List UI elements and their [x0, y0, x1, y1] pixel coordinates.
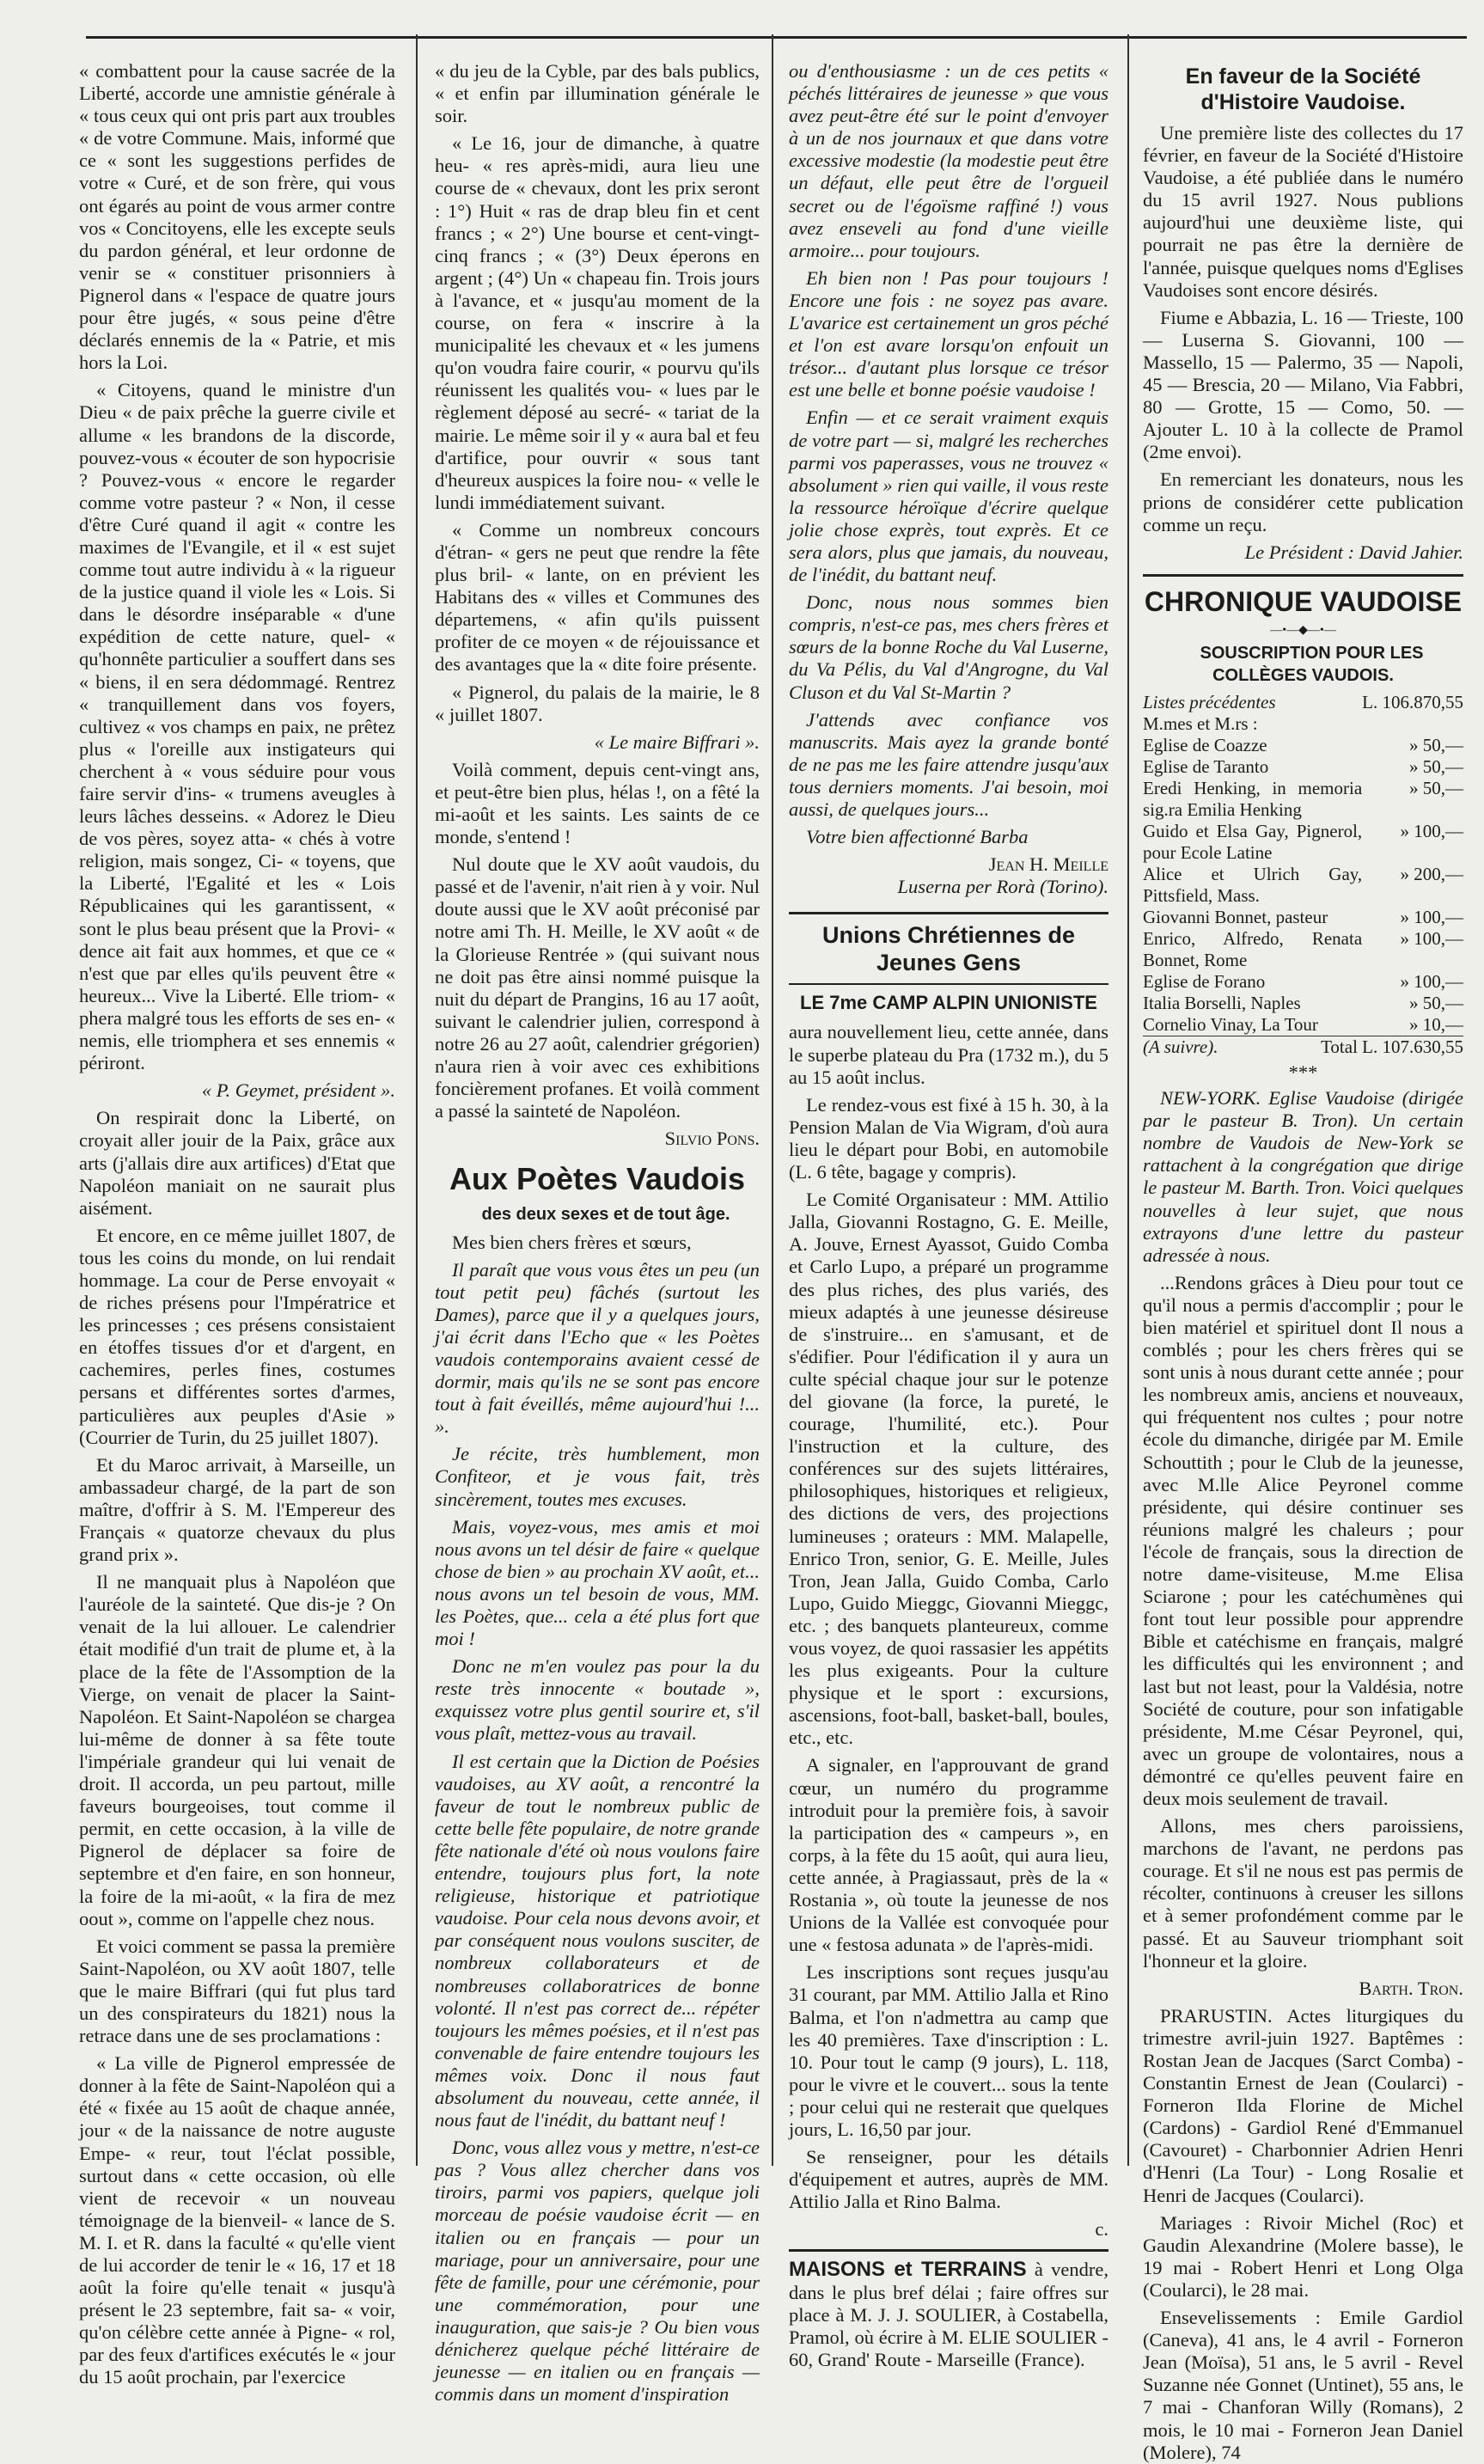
souscription-row [1143, 756, 1463, 778]
prarustin-paragraph: Mariages : Rivoir Michel (Roc) et Gaudin Alexandrine (Molere basse), le 19 mai - Robert Henri et Long Olga (Coularci), le 28 mai. [1143, 2211, 1463, 2301]
poetes-paragraph: Donc ne m'en voulez pas pour la du reste très innocente « boutade », exquissez votre plus gentil sourire et, s'il vous plaît, mettez-vous au travail. [435, 1655, 760, 1745]
souscription-name: Alice et Ulrich Gay, Pittsfield, Mass. [1143, 863, 1363, 906]
poetes-paragraph: J'attends avec confiance vos manuscrits. Mais ayez la grande bonté de ne pas me les faire attendre jusqu'aux tous derniers moments. J'ai besoin, moi aussi, de quelques jours... [789, 708, 1108, 820]
article-paragraph: « Le 16, jour de dimanche, à quatre heu- « res après-midi, aura lieu une course de « chevaux, dont les prix seront : 1°) Huit « ras de drap bleu fin et cent francs ; « 2°) Une bourse et cent-vingt-cinq francs ; « (3°) Deux éperons en argent ; (4°) Un « chapeau fin. Trois jours à l'avance, et « jusqu'au moment de la course, on fera « inscrire à la municipalité les chevaux et « les jumens qu'on voudra faire courir, « pourvu qu'ils réunissent les qualités vou- « lues par le règlement déposé au secré- « tariat de la mairie. Le même soir il y « aura bal et feu d'artifice, pour ouvrir « sous tant d'heureux auspices la foire nou- « velle le lundi immédiatement suivant. [435, 132, 760, 513]
maisons-advert [789, 2249, 1108, 2370]
newyork-paragraph: NEW-YORK. Eglise Vaudoise (dirigée par le pasteur B. Tron). Un certain nombre de Vaudois de New-York se rattachent à la congrégation que dirige le pasteur M. Barth. Tron. Voici quelques nouvelles à leur sujet, que nous extrayons d'une lettre du pasteur adressée à nous. [1143, 1087, 1463, 1266]
newyork-signature: Barth. Tron. [1359, 1977, 1463, 1999]
histoire-paragraph: Une première liste des collectes du 17 février, en faveur de la Société d'Histoire Vaudoise, a été publiée dans le numéro du 15 avril 1927. Nous publions aujourd'hui une deuxième liste, qui pourrait ne pas être la dernière de l'année, puisque quelques noms d'Eglises Vaudoises sont encore désirés. [1143, 122, 1463, 301]
newyork-paragraph: ...Rendons grâces à Dieu pour tout ce qu'il nous a permis d'accomplir ; pour le bien matériel et spirituel dont Il nous a comblés ; pour les chers frères qui se sont unis à nous durant cette année ; pour les nombreux amis, anciens et nouveaux, qui fréquentent nos cultes ; pour notre école du dimanche, dirigée par M. Emile Schouttith ; pour le Club de la jeunesse, avec M.lle Alice Peyronel comme présidente, qui désire continuer ses réunions malgré les chaleurs ; pour l'école de français, sous la direction de notre dame-visiteuse, M.me Elisa Sciarone ; pour les catéchumènes qui font tout leur possible pour apprendre Bible et catéchisme en français, malgré les difficultés qui les environnent ; and last but not least, pour la Valdésia, notre Société de couture, pour son infatigable présidente, M.me César Peyronel, qui, avec un groupe de volontaires, nous a démontré ce qu'elles peuvent faire en deux mois seulement de travail. [1143, 1271, 1463, 1809]
souscription-title: SOUSCRIPTION POUR LES COLLÈGES VAUDOIS. [1200, 643, 1424, 685]
souscription-total-table [1143, 1036, 1463, 1058]
camp-title: LE 7me CAMP ALPIN UNIONISTE [800, 992, 1097, 1014]
article-paragraph: Et du Maroc arrivait, à Marseille, un ambassadeur chargé, de la part de son maître, d'offrir à S. M. l'Empereur des Français « quatorze chevaux du plus grand prix ». [79, 1453, 395, 1566]
article-paragraph: Nul doute que le XV août vaudois, du passé et de l'avenir, n'ait rien à y voir. Nul doute aussi que le XV août préconisé par notre ami Th. H. Meille, le XV août « de la Glorieuse Rentrée » (qui suivant nous ne doit pas être ainsi nommé puisque la nuit du départ de Prangins, 16 au 17 août, suivant le calendrier julien, correspond à notre 26 au 27 août, calendrier grégorien) n'aura rien à voir avec ces exhibitions foncièrement profanes. Et voilà comment a passé la sainteté de Napoléon. [435, 853, 760, 1122]
article-paragraph: « Pignerol, du palais de la mairie, le 8 « juillet 1807. [435, 681, 760, 725]
souscription-amount: » 10,— [1409, 1013, 1463, 1035]
histoire-signature: Le Président : David Jahier. [1244, 541, 1463, 563]
souscription-amount: » 100,— [1400, 927, 1463, 949]
souscription-name: Giovanni Bonnet, pasteur [1143, 906, 1328, 927]
poetes-signature-name: Jean H. Meille [988, 853, 1108, 876]
maisons-text: à vendre, dans le plus bref délai ; faire offres sur place à M. J. J. SOULIER, à Costabella, Pramol, où écrire à M. ELIE SOULIER - 60, Grand' Route - Marseille (France). [789, 2259, 1108, 2370]
souscription-amount: » 50,— [1409, 734, 1463, 755]
souscription-row [1143, 971, 1463, 993]
souscription-row [1143, 713, 1463, 735]
souscription-row [1143, 778, 1463, 821]
souscription-row [1143, 928, 1463, 971]
camp-paragraph: Se renseigner, pour les détails d'équipement et autres, auprès de MM. Attilio Jalla et Rino Balma. [789, 2146, 1108, 2213]
ornament-divider: —•—◆—•— [1270, 623, 1336, 637]
stars-divider: *** [1288, 1061, 1318, 1083]
article-paragraph: « La ville de Pignerol empressée de donner à la fête de Saint-Napoléon qui a été « fixée au 15 août de chaque année, jour « de la naissance de notre auguste Empe- « reur, tout l'éclat possible, surtout dans « cette occasion, où elle vient de recevoir « un nouveau témoignage de la bienveil- « lance de S. M. I. et R. dans la faculté « qu'elle vient de lui accorder de tenir le « 16, 17 et 18 août la foire qu'elle tenait « jusqu'à présent le 23 septembre, fait sa- « voir, qu'on célèbre cette année à Pigne- « rol, par des feux d'artifices exécutés le « jour du 15 août prochain, par l'exercice [79, 2052, 395, 2388]
column-1 [79, 60, 395, 2388]
article-paragraph: « Comme un nombreux concours d'étran- « gers ne peut que rendre la fête plus bril- « lante, on en prévient les Habitans des « villes et Communes des départemens, « afin qu'ils puissent profiter de ce moyen « de réjouissance et des avantages que la « dite foire présente. [435, 518, 760, 676]
souscription-row [1143, 821, 1463, 864]
souscription-amount: » 100,— [1400, 970, 1463, 992]
souscription-name: Eglise de Forano [1143, 970, 1266, 992]
article-paragraph: « du jeu de la Cyble, par des bals publics, « et enfin par illumination générale le soir. [435, 60, 760, 127]
souscription-name: Eglise de Coazze [1143, 734, 1267, 755]
souscription-total: Total L. 107.630,55 [1254, 1036, 1463, 1058]
newyork-paragraph: Allons, mes chers paroissiens, marchons de l'avant, ne perdons pas courage. Et s'il ne nous est pas permis de récolter, continuons à creuser les sillons et à semer profondément comme par le passé. Et au Sauveur triomphant soit l'honneur et la gloire. [1143, 1815, 1463, 1972]
souscription-name: Guido et Elsa Gay, Pignerol, pour Ecole Latine [1143, 820, 1363, 863]
column-2 [435, 60, 760, 2406]
prarustin-paragraph: PRARUSTIN. Actes liturgiques du trimestre avril-juin 1927. Baptêmes : Rostan Jean de Jacques (Sarct Comba) - Constantin Ernest de Jean (Coularci) - Forneron Ilda Florine de Michel (Cardons) - Gardiol René d'Emmanuel (Cavouret) - Charbonnier Adrien Henri d'Henri (La Tour) - Long Rosalie et Henri de Jacques (Coularci). [1143, 2004, 1463, 2206]
poetes-paragraph: Donc, vous allez vous y mettre, n'est-ce pas ? Vous allez chercher dans vos tiroirs, parmi vos papiers, quelque joli morceau de poésie vaudoise écrit — en italien ou en français — pour un mariage, pour un anniversaire, pour une fête de famille, pour une cérémonie, pour une commémoration, pour une inauguration, que sais-je ? Ou bien vous dénicherez quelque péché littéraire de jeunesse — en italien ou en français — commis dans un moment d'inspiration [435, 2137, 760, 2406]
souscription-row [1143, 692, 1463, 713]
souscription-name: Eredi Henking, in memoria sig.ra Emilia Henking [1143, 777, 1363, 820]
poetes-paragraph: Mais, voyez-vous, mes amis et moi nous avons un tel désir de faire « quelque chose de bien » au prochain XV août, et... nous avons un tel besoin de vous, MM. les Poètes, que... cela a été plus fort que moi ! [435, 1515, 760, 1650]
souscription-amount: » 50,— [1409, 755, 1463, 777]
mayor-signature: « Le maire Biffrari ». [594, 731, 760, 753]
poetes-title: Aux Poètes Vaudois [449, 1161, 746, 1197]
poetes-closing: Votre bien affectionné Barba [806, 826, 1029, 848]
souscription-row [1143, 1014, 1463, 1036]
column-divider [1127, 34, 1129, 2166]
souscription-amount: » 100,— [1400, 820, 1463, 841]
souscription-suivre: (A suivre). [1143, 1036, 1254, 1058]
poetes-paragraph: Il paraît que vous vous êtes un peu (un tout petit peu) fâchés (surtout les Dames), parce que il y a quelques jours, j'ai écrit dans l'Echo que « les Poètes vaudois contemporains avaient cessé de dormir, mais qu'ils ne se sont pas encore tout à fait éveillés, même aujourd'hui !... ». [435, 1258, 760, 1438]
souscription-amount: » 200,— [1400, 863, 1463, 884]
poetes-paragraph: Enfin — et ce serait vraiment exquis de votre part — si, malgré les recherches parmi vos paperasses, vous ne trouvez « absolument » rien qui vaille, il vous reste la ressource héroïque d'écrire quelque jolie chose exprès, tout exprès. Et ce sera alors, plus que jamais, du nouveau, de l'inédit, du battant neuf. [789, 407, 1108, 586]
article-paragraph: Voilà comment, depuis cent-vingt ans, et peut-être bien plus, hélas !, on a fêté la mi-août et les saints. Les saints de ce monde, s'entend ! [435, 758, 760, 848]
histoire-paragraph: Fiume e Abbazia, L. 16 — Trieste, 100 — Luserna S. Giovanni, 100 — Massello, 15 — Palermo, 35 — Napoli, 45 — Brescia, 20 — Milano, Via Fabbri, 80 — Grotte, 15 — Como, 50. — Ajouter L. 10 à la collecte de Pramol (2me envoi). [1143, 306, 1463, 463]
souscription-row [1143, 864, 1463, 907]
histoire-title: En faveur de la Société d'Histoire Vaudoise. [1185, 64, 1421, 114]
souscription-amount [1362, 713, 1463, 735]
camp-paragraph: Les inscriptions sont reçues jusqu'au 31 courant, par MM. Attilio Jalla et Rino Balma, et l'on n'admettra au camp que les 40 premières. Taxe d'inscription : L. 10. Pour tout le camp (9 jours), L. 118, pour le vivre et le couvert... sous la tente ; pour celui qui ne resterait que quelques jours, L. 16,50 par jour. [789, 1961, 1108, 2140]
souscription-name: Italia Borselli, Naples [1143, 992, 1301, 1013]
poetes-paragraph: Je récite, très humblement, mon Confiteor, et je vous fait, très sincèrement, toutes mes excuses. [435, 1443, 760, 1510]
souscription-name: M.mes et M.rs : [1143, 712, 1258, 734]
poetes-paragraph: ou d'enthousiasme : un de ces petits « péchés littéraires de jeunesse » que vous avez peut-être été sur le point d'envoyer à un de nos journaux et que dans votre excessive modestie (la modestie peut être un défaut, elle peut être de l'orgueil secret ou de l'égoïsme raffiné !) vous avez enseveli au fond d'une vieille armoire... pour toujours. [789, 60, 1108, 261]
column-4 [1143, 60, 1463, 2463]
camp-paragraph: Le Comité Organisateur : MM. Attilio Jalla, Giovanni Rostagno, G. E. Meille, A. Jouve, Ernest Ayassot, Guido Comba et Carlo Lupo, a préparé un programme des plus riches, des plus variés, des mieux adaptés à une jeunesse désireuse de s'instruire... en s'amusant, et de s'édifier. Pour l'édification il y aura un culte spécial chaque jour sur le potenze del giovane (la force, la pureté, le courage, l'humilité, etc.). Pour l'instruction et la culture, des conférences sur des sujets littéraires, philosophiques, historiques et religieux, des dictions de vers, des projections lumineuses ; orateurs : MM. Malapelle, Enrico Tron, senior, G. E. Meille, Jules Tron, Jean Jalla, Guido Comba, Carlo Lupo, Guido Mieggc, Giovanni Mieggc, etc. ; des banquets planteureux, comme vous voyez, de quoi rassasier les appétits les plus exigeants. Pour la culture physique et le sport : excursions, ascensions, foot-ball, basket-ball, boules, etc., etc. [789, 1189, 1108, 1749]
souscription-name: Enrico, Alfredo, Renata Bonnet, Rome [1143, 927, 1363, 970]
top-rule [86, 36, 1467, 39]
article-paragraph: Il ne manquait plus à Napoléon que l'auréole de la sainteté. Que dis-je ? On venait de la lui allouer. Le calendrier était modifié d'un trait de plume et, à la place de la fête de l'Assomption de la Vierge, on venait de placer la Saint-Napoléon. Et Saint-Napoléon se chargea lui-même de donner à sa fête toute l'impériale grandeur qui lui venait de droit. Il accorda, un peu partout, mille faveurs bourgeoises, tout comme il permit, en cette occasion, à la ville de Pignerol de déplacer sa foire de septembre et d'en faire, en son honneur, la foire de la mi-août, « la fira de mez oout », comme on l'appelle chez nous. [79, 1571, 395, 1929]
column-divider [772, 34, 773, 2166]
souscription-amount: » 100,— [1400, 906, 1463, 927]
proclamation-paragraph: « Citoyens, quand le ministre d'un Dieu « de paix prêche la guerre civile et allume « les brandons de la discorde, pouvez-vous « écouter de son hypocrisie ? Pouvez-vous « encore le regarder comme votre pasteur ? « Non, il cesse d'être Curé quand il agit « contre les maximes de l'Evangile, et il « est sujet comme tout autre individu à « la rigueur de la justice quand il viole les « Lois. Si dans le désordre inséparable « d'une expédition de cette nature, quel- « qu'honnête particulier a souffert dans ses « biens, il en sera dédommagé. Rentrez « tranquillement dans vos foyers, cultivez « vos champs en paix, ne prêtez plus « l'oreille aux instigateurs qui cherchent à « vous séduire pour vous faire servir d'ins- « trumens aveugles à leurs lâches desseins. « Adorez le Dieu de vos pères, soyez atta- « chés à votre religion, mais songez, Ci- « toyens, que la Liberté, l'Egalité et les « Lois Républicaines qui les garantissent, « sont le plus beau présent que la Provi- « dence ait fait aux hommes, et que ce « n'est que par elles qu'ils peuvent être « heureux... Vive la Liberté. Elle triom- « phera malgré tous les efforts de ses en- « nemis, elle triomphera et ses ennemis « périront. [79, 379, 395, 1074]
poetes-salutation: Mes bien chers frères et sœurs, [452, 1231, 692, 1253]
article-paragraph: On respirait donc la Liberté, on croyait aller jouir de la Paix, grâce aux arts (j'allais dire aux artifices) d'Etat que Napoléon maniait on ne saurait plus aisément. [79, 1107, 395, 1219]
souscription-row [1143, 993, 1463, 1014]
proclamation-signature: « P. Geymet, président ». [201, 1079, 395, 1102]
maisons-lead: MAISONS et TERRAINS [789, 2258, 1027, 2282]
souscription-name: Cornelio Vinay, La Tour [1143, 1013, 1318, 1035]
prarustin-paragraph: Ensevelissements : Emile Gardiol (Caneva), 41 ans, le 4 avril - Forneron Jean (Moïsa), 51 ans, le 5 avril - Revel Suzanne née Gonnet (Untinet), 55 ans, le 7 mai - Chanforan Willy (Romans), 2 mois, le 10 mai - Forneron Jean Daniel (Molere), 74 [1143, 2307, 1463, 2463]
souscription-amount: » 50,— [1409, 777, 1463, 798]
souscription-amount: » 50,— [1409, 992, 1463, 1013]
souscription-amount: L. 106.870,55 [1362, 691, 1463, 712]
unions-title: Unions Chrétiennes de Jeunes Gens [789, 912, 1108, 985]
souscription-name: Eglise de Taranto [1143, 755, 1269, 777]
camp-signature: c. [1095, 2218, 1108, 2241]
camp-paragraph: aura nouvellement lieu, cette année, dans le superbe plateau du Pra (1732 m.), du 5 au 15 août inclus. [789, 1021, 1108, 1088]
camp-paragraph: A signaler, en l'approuvant de grand cœur, un numéro du programme introduit pour la première fois, à savoir la participation des « campeurs », en corps, à la fête du 15 août, qui aura lieu, cette année, à Pragiassaut, près de la « Rostania », où toute la jeunesse de nos Unions de la Vallée est convoquée pour une « festosa adunata » de l'après-midi. [789, 1754, 1108, 1956]
article-paragraph: Et encore, en ce même juillet 1807, de tous les coins du monde, on lui rendait hommage. La cour de Perse envoyait « de riches présens pour l'Impératrice et les princesses ; ces présens consistaient en étoffes tissues d'or et d'argent, en cachemires, perles fines, costumes persans et différentes sortes d'armes, particulières aux peuples d'Asie » (Courrier de Turin, du 25 juillet 1807). [79, 1224, 395, 1448]
column-divider [416, 34, 418, 2166]
poetes-signature-place: Luserna per Rorà (Torino). [897, 876, 1108, 898]
chronique-title: CHRONIQUE VAUDOISE [1143, 574, 1463, 618]
souscription-row [1143, 907, 1463, 928]
proclamation-paragraph: « combattent pour la cause sacrée de la Liberté, accorde une amnistie générale à « tous ceux qui ont pris part aux troubles « de votre Commune. Mais, informé que ce « sont les suggestions perfides de votre « Curé, et de son frère, qui vous ont égarés au point de vous armer contre vos « Concitoyens, elle les excepte seuls du pardon général, et leur ordonne de venir se « constituer prisonniers à Pignerol dans « l'espace de quatre jours pour être jugés, « sous peine d'être déclarés ennemis de la « Patrie, et mis hors la Loi. [79, 60, 395, 374]
souscription-name: Listes précédentes [1143, 691, 1276, 712]
poetes-paragraph: Il est certain que la Diction de Poésies vaudoises, au XV août, a rencontré la faveur de tout le nombreux public de cette belle fête populaire, de notre grande fête nationale d'été où nous voulons faire entendre, toujours plus fort, la note religieuse, historique et patriotique vaudoise. Pour cela nous devons avoir, et par conséquent nous voulons susciter, de nombreux collaborateurs et de nombreuses collaboratrices de bonne volonté. Il n'est pas correct de... répéter toujours les mêmes poésies, et il n'est pas convenable de faire entendre toujours les mêmes voix. Donc il nous faut absolument du nouveau, cette année, il nous faut de l'inédit, du battant neuf ! [435, 1750, 760, 2131]
column-3 [789, 60, 1108, 2370]
article-author: Silvio Pons. [664, 1128, 760, 1150]
souscription-table [1143, 692, 1463, 1036]
poetes-paragraph: Eh bien non ! Pas pour toujours ! Encore une fois : ne soyez pas avare. L'avarice est certainement un gros péché et l'on est avare lorsqu'on enfouit un trésor... d'autant plus lorsque ce trésor est une belle et bonne poésie vaudoise ! [789, 266, 1108, 401]
article-paragraph: Et voici comment se passa la première Saint-Napoléon, ou XV août 1807, telle que le maire Biffrari (qui fut plus tard un des conspirateurs du 1821) nous la retrace dans une de ses proclamations : [79, 1935, 395, 2047]
histoire-paragraph: En remerciant les donateurs, nous les prions de considérer cette publication comme un reçu. [1143, 468, 1463, 535]
souscription-row [1143, 735, 1463, 756]
poetes-subtitle: des deux sexes et de tout âge. [481, 1205, 730, 1225]
camp-paragraph: Le rendez-vous est fixé à 15 h. 30, à la Pension Malan de Via Wigram, d'où aura lieu le départ pour Bobi, en automobile (L. 6 tête, bagage y compris). [789, 1093, 1108, 1183]
poetes-paragraph: Donc, nous nous sommes bien compris, n'est-ce pas, mes chers frères et sœurs de la bonne Roche du Val Luserne, du Va Pélis, du Val d'Angrogne, du Val Cluson et du Val St-Martin ? [789, 591, 1108, 703]
